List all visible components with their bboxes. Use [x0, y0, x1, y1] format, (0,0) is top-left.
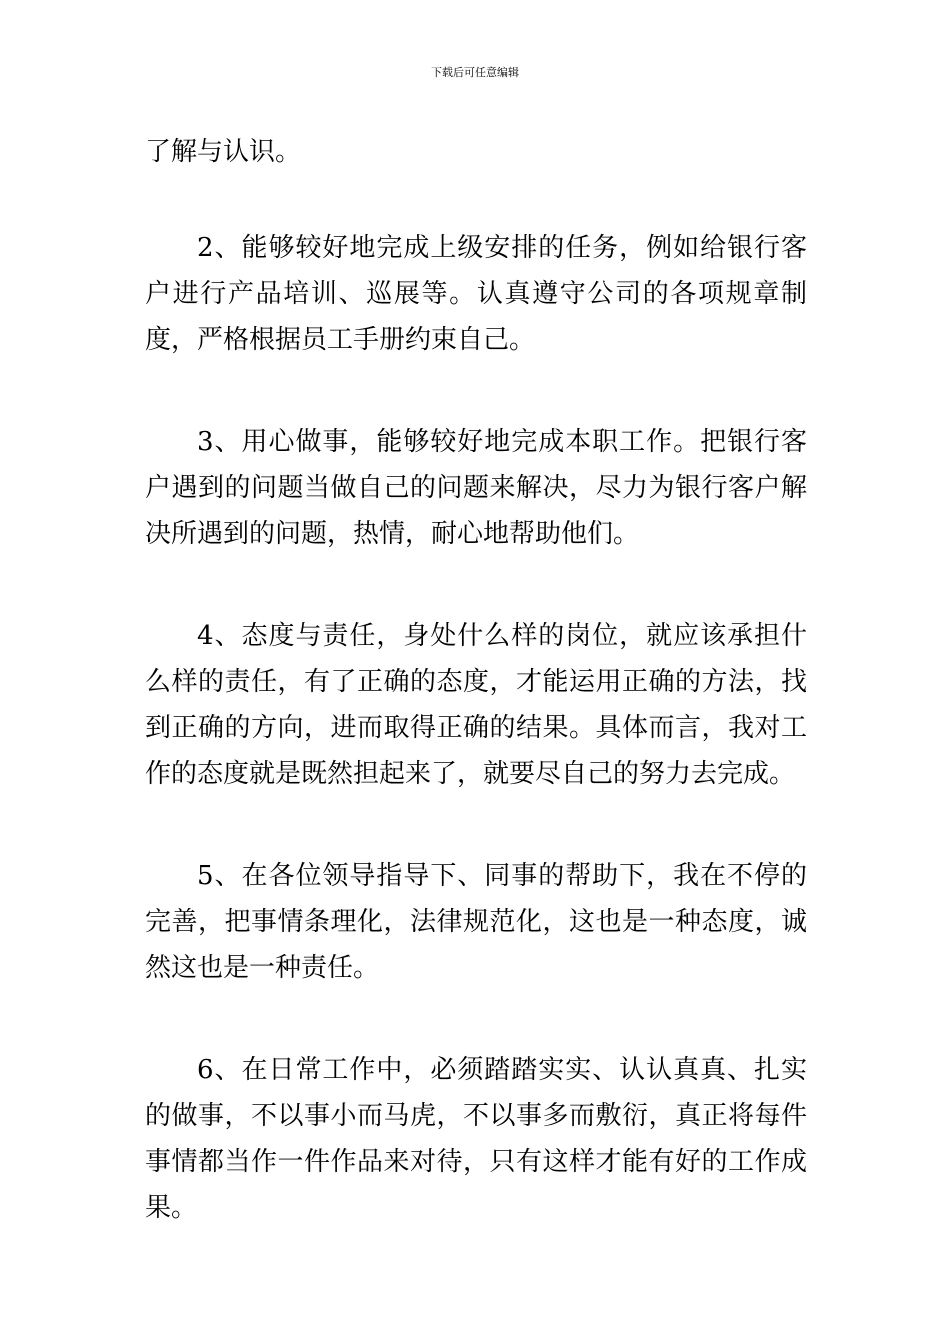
paragraph-item-2: 2、能够较好地完成上级安排的任务，例如给银行客户进行产品培训、巡展等。认真遵守公司的各项规章制度，严格根据员工手册约束自己。	[145, 233, 807, 355]
paragraph-continuation: 了解与认识。	[145, 137, 302, 167]
paragraph-item-4: 4、态度与责任，身处什么样的岗位，就应该承担什么样的责任，有了正确的态度，才能运用正确的方法，找到正确的方向，进而取得正确的结果。具体而言，我对工作的态度就是既然担起来了，就要尽自己的努力去完成。	[145, 621, 807, 789]
paragraph-item-6: 6、在日常工作中，必须踏踏实实、认认真真、扎实的做事，不以事小而马虎，不以事多而敷衍，真正将每件事情都当作一件作品来对待，只有这样才能有好的工作成果。	[145, 1055, 807, 1223]
paragraph-item-5: 5、在各位领导指导下、同事的帮助下，我在不停的完善，把事情条理化，法律规范化，这也是一种态度，诚然这也是一种责任。	[145, 861, 807, 983]
page-header: 下载后可任意编辑	[431, 66, 519, 79]
document-body	[145, 129, 807, 1231]
paragraph-item-3: 3、用心做事，能够较好地完成本职工作。把银行客户遇到的问题当做自己的问题来解决，尽力为银行客户解决所遇到的问题，热情，耐心地帮助他们。	[145, 427, 807, 549]
